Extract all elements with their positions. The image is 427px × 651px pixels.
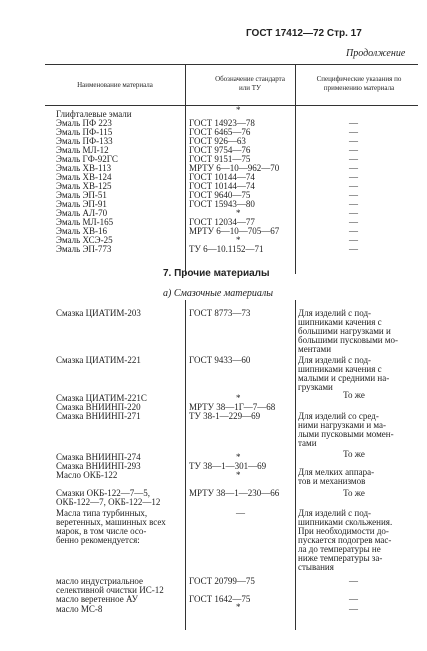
list-item: Эмаль МЛ-165 — [56, 217, 114, 227]
list-item: Эмаль ЭП-773 — [56, 244, 112, 254]
material-standard: ГОСТ 9433—60 — [189, 355, 251, 365]
list-item: Смазка ВНИИНП-293 — [56, 461, 141, 471]
note-line: малыми и средними на- — [298, 373, 390, 383]
col-header-material: Наименование материала — [77, 81, 153, 89]
material-standard: ГОСТ 8773—73 — [189, 308, 251, 318]
text-line: селективной очистки ИС-12 — [56, 585, 164, 595]
list-item: МРТУ 38—1Г—7—68 — [189, 402, 276, 412]
oil-item — [56, 577, 164, 595]
star-mark: * — [236, 393, 241, 403]
text-line: Масла типа турбинных, — [56, 508, 148, 518]
note-line: лыми пусковыми момен- — [298, 429, 394, 439]
list-item: Эмаль ХВ-125 — [56, 181, 112, 191]
list-item: ТУ 38-1—229—69 — [189, 411, 261, 421]
list-item: Эмаль ХВ-16 — [56, 226, 107, 236]
list-item: Смазка ВНИИНП-271 — [56, 411, 141, 421]
dash: — — [349, 217, 358, 227]
note-line: шипниками скольжения. — [298, 517, 393, 527]
group-title: Глифталевые эмали — [56, 109, 132, 119]
material-names — [56, 489, 160, 507]
dash: — — [349, 604, 358, 614]
list-item: Эмаль ЭП-91 — [56, 199, 107, 209]
list-item: Эмаль ХСЭ-25 — [56, 235, 113, 245]
dash: — — [349, 172, 358, 182]
dash: — — [236, 508, 245, 518]
col-divider — [295, 104, 296, 274]
enamel-standards — [189, 119, 279, 254]
material-names — [56, 394, 147, 421]
note-line: При необходимости до- — [298, 526, 389, 536]
section-subtitle: а) Смазочные материалы — [163, 288, 274, 299]
note-line: То же — [343, 390, 365, 400]
oils-description — [56, 509, 178, 545]
list-item: Эмаль ХВ-124 — [56, 172, 112, 182]
material-standard: МРТУ 38—1—230—66 — [189, 488, 280, 498]
text-line: марок, в том числе осо- — [56, 526, 147, 536]
list-item: Эмаль ПФ-115 — [56, 127, 113, 137]
list-item: ТУ 38—1—301—69 — [189, 461, 267, 471]
same-note — [298, 489, 410, 498]
material-note — [298, 356, 410, 392]
note-line: Для изделий со сред- — [298, 411, 379, 421]
list-item: ГОСТ 9151—75 — [189, 154, 251, 164]
note-line: То же — [343, 488, 365, 498]
oil-item: масло МС-8 — [56, 604, 103, 614]
dash: — — [349, 235, 358, 245]
material-note — [298, 309, 410, 354]
list-item: ГОСТ 9754—76 — [189, 145, 251, 155]
text-line: бенно рекомендуется: — [56, 535, 140, 545]
note-line: Для мелких аппара- — [298, 467, 375, 477]
material-note — [298, 468, 410, 486]
col-header-notes: Специфические указания по применению материала — [316, 75, 402, 92]
list-item: ГОСТ 926—63 — [189, 136, 246, 146]
dash: — — [349, 594, 358, 604]
material-standard: ГОСТ 1642—75 — [189, 594, 251, 604]
col-divider — [295, 300, 296, 630]
table-header — [45, 64, 418, 106]
list-item: МРТУ 6—10—962—70 — [189, 163, 280, 173]
dash: — — [349, 163, 358, 173]
material-name: Смазка ЦИАТИМ-203 — [56, 308, 141, 318]
list-item: ГОСТ 10144—74 — [189, 181, 255, 191]
text-line: веретенных, машинных всех — [56, 517, 166, 527]
same-note — [298, 450, 410, 459]
material-names — [56, 453, 141, 480]
list-item: ГОСТ 12034—77 — [189, 217, 255, 227]
list-item: Смазка ВНИИНП-274 — [56, 452, 141, 462]
note-line: ниже температуры за- — [298, 553, 383, 563]
note-line: пускается подогрев мас- — [298, 535, 392, 545]
list-item: ГОСТ 9640—75 — [189, 190, 251, 200]
star-mark: * — [236, 452, 241, 462]
dash: — — [349, 127, 358, 137]
note-line: большими нагрузками и — [298, 326, 391, 336]
dash: — — [349, 136, 358, 146]
material-standards — [189, 453, 266, 480]
note-line: ла до температуры не — [298, 544, 381, 554]
list-item: ОКБ-122—7, ОКБ-122—12 — [56, 497, 161, 507]
note-line: ментами — [298, 344, 332, 354]
dash: — — [349, 208, 358, 218]
material-note — [298, 509, 410, 572]
star-mark: * — [236, 470, 241, 480]
note-line: тами — [298, 438, 317, 448]
list-item: Эмаль ПФ-133 — [56, 136, 113, 146]
col-divider — [185, 104, 186, 274]
dash: — — [349, 145, 358, 155]
list-item: Эмаль АЛ-70 — [56, 208, 108, 218]
list-item: ГОСТ 6465—76 — [189, 127, 251, 137]
oil-item: масло веретенное АУ — [56, 594, 139, 604]
dash: — — [349, 118, 358, 128]
note-line: большими пусковыми мо- — [298, 335, 399, 345]
dash: — — [349, 199, 358, 209]
note-line: ними нагрузками и ма- — [298, 420, 387, 430]
list-item: ГОСТ 10144—74 — [189, 172, 255, 182]
material-standards — [189, 394, 275, 421]
list-item: Эмаль ЭП-51 — [56, 190, 107, 200]
same-note — [298, 391, 410, 400]
section-title: 7. Прочие материалы — [163, 268, 270, 279]
list-item: Масло ОКБ-122 — [56, 470, 118, 480]
note-line: То же — [343, 449, 365, 459]
material-note — [298, 412, 410, 448]
note-line: Для изделий с под- — [298, 308, 372, 318]
star-mark: * — [236, 602, 241, 612]
enamel-notes — [349, 119, 358, 254]
note-line: стывания — [298, 562, 334, 572]
list-item: МРТУ 6—10—705—67 — [189, 226, 280, 236]
text-line: масло индустриальное — [56, 576, 144, 586]
col-divider — [185, 65, 186, 105]
dash: — — [349, 181, 358, 191]
continued-label: Продолжение — [346, 48, 406, 59]
page-header: ГОСТ 17412—72 Стр. 17 — [246, 28, 362, 39]
list-item: Эмаль ПФ 223 — [56, 118, 112, 128]
material-name: Смазка ЦИАТИМ-221 — [56, 355, 141, 365]
dash: — — [349, 244, 358, 254]
list-item: ТУ 6—10.1152—71 — [189, 244, 264, 254]
dash: — — [349, 154, 358, 164]
material-standard: ГОСТ 20799—75 — [189, 576, 255, 586]
star-mark: * — [236, 235, 241, 245]
dash: — — [349, 190, 358, 200]
enamel-names — [56, 119, 118, 254]
note-line: Для изделий с под- — [298, 355, 372, 365]
list-item: Эмаль ХВ-113 — [56, 163, 112, 173]
list-item: Смазка ЦИАТИМ-221С — [56, 393, 147, 403]
col-divider — [295, 65, 296, 105]
star-mark: * — [236, 105, 241, 115]
list-item: Смазка ВНИИНП-220 — [56, 402, 141, 412]
list-item: ГОСТ 15943—80 — [189, 199, 255, 209]
note-line: Для изделий с под- — [298, 508, 372, 518]
note-line: тов и механизмов — [298, 476, 366, 486]
list-item: Эмаль МЛ-12 — [56, 145, 109, 155]
list-item: Смазки ОКБ-122—7—5, — [56, 488, 151, 498]
star-mark: * — [236, 208, 241, 218]
note-line: грузками — [298, 382, 333, 392]
list-item: Эмаль ГФ-92ГС — [56, 154, 118, 164]
note-line: шипниками качения с — [298, 317, 382, 327]
dash: — — [349, 576, 358, 586]
col-divider — [185, 300, 186, 630]
dash: — — [349, 226, 358, 236]
list-item: ГОСТ 14923—78 — [189, 118, 255, 128]
col-header-standard: Обозначение стандарта или ТУ — [215, 75, 285, 92]
note-line: шипниками качения с — [298, 364, 382, 374]
